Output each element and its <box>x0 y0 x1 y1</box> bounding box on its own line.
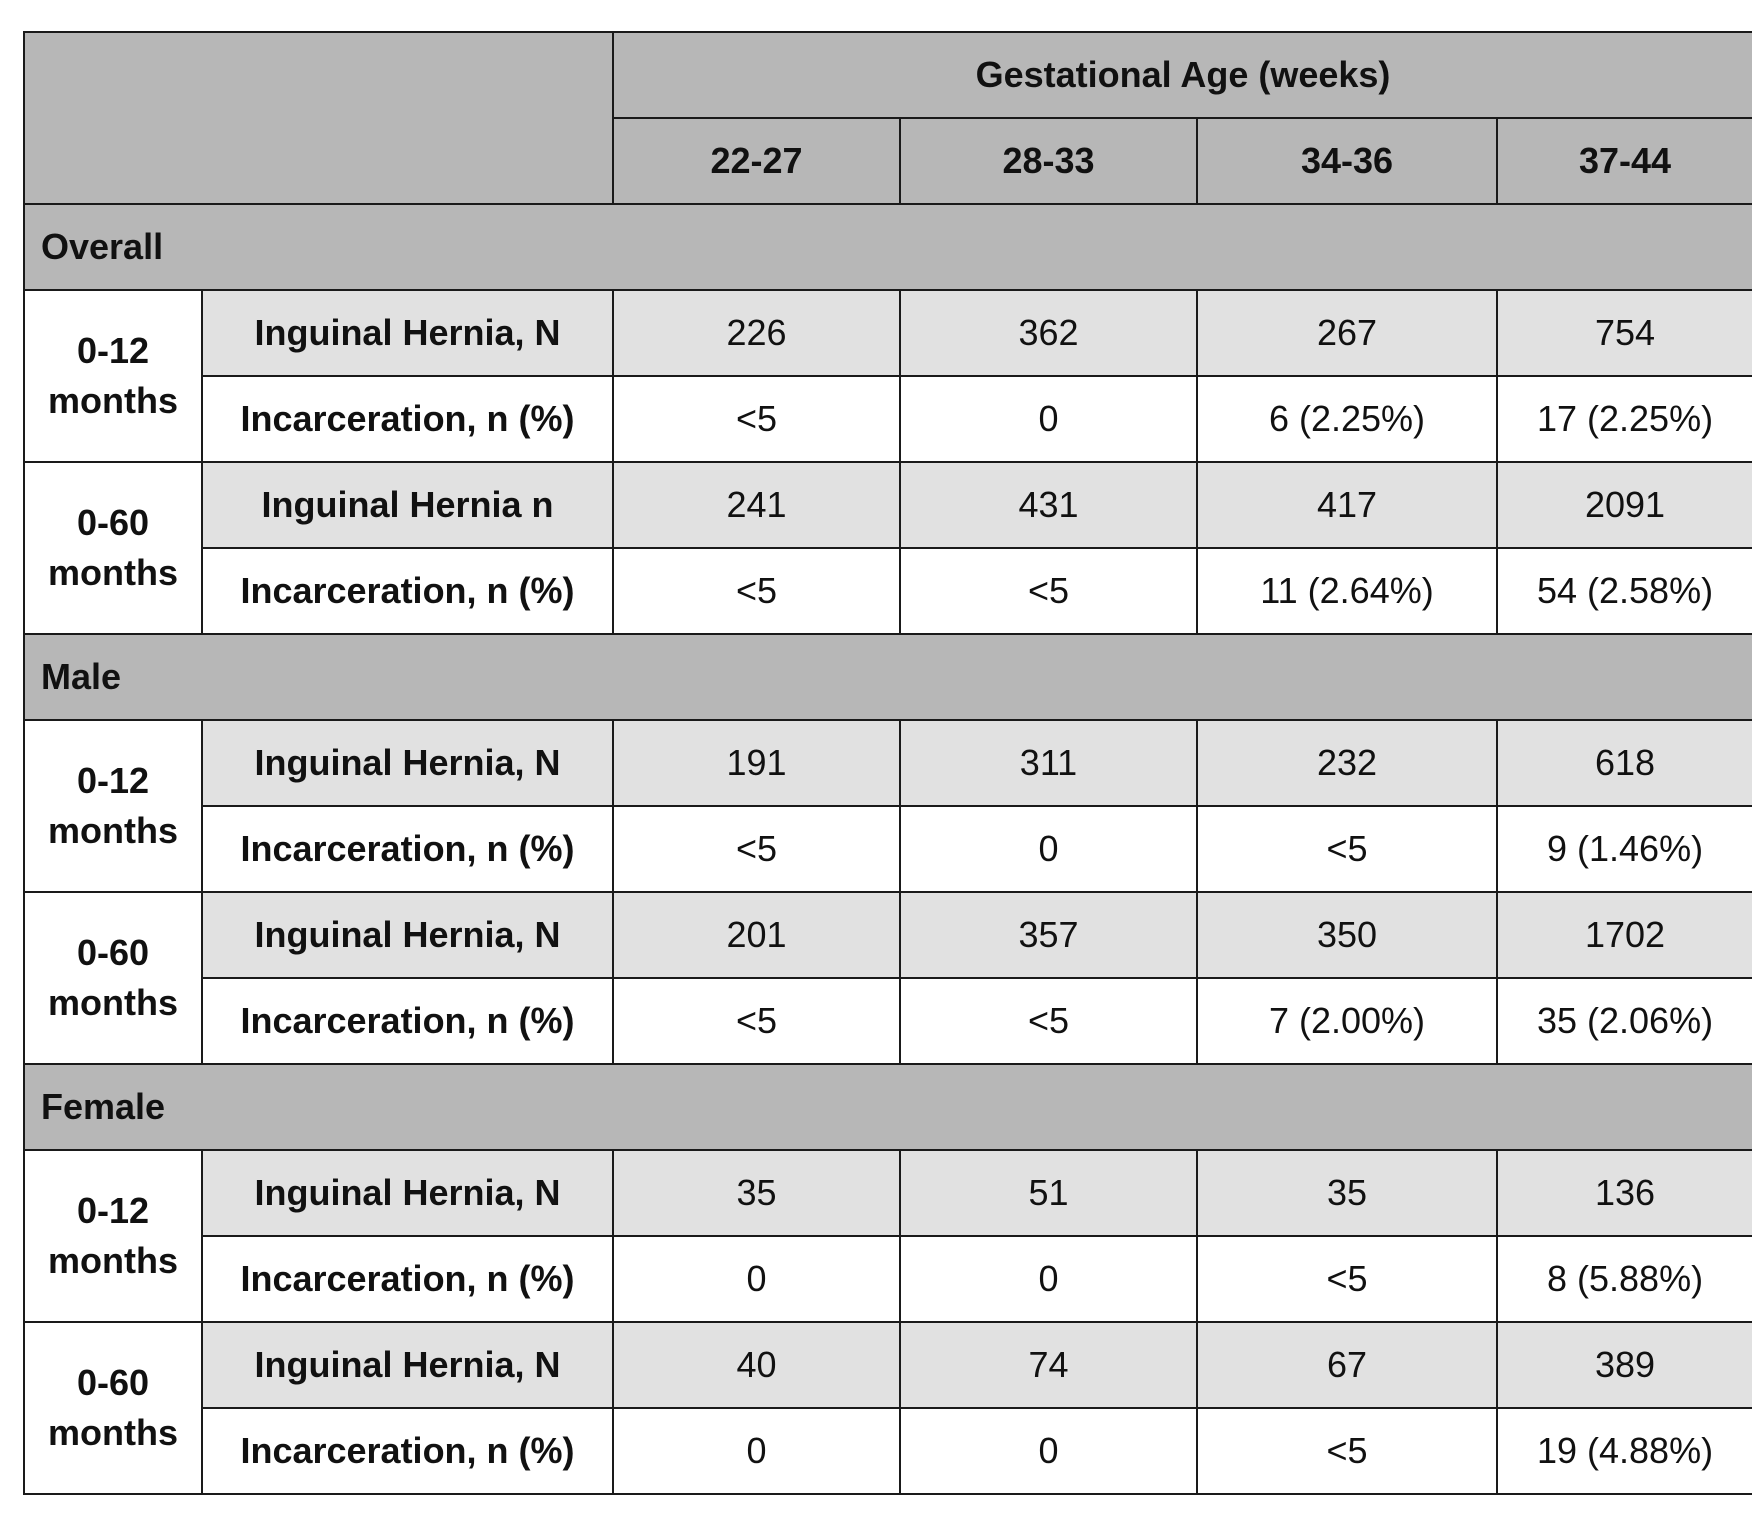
data-cell: 6 (2.25%) <box>1197 376 1497 462</box>
table-row <box>24 1236 1752 1322</box>
table-row <box>24 548 1752 634</box>
data-cell: <5 <box>613 978 900 1064</box>
section-row <box>24 204 1752 290</box>
period-label: 0-12 months <box>24 1150 202 1322</box>
period-label: 0-12 months <box>24 720 202 892</box>
data-cell: 362 <box>900 290 1197 376</box>
row-label: Inguinal Hernia, N <box>202 1322 613 1408</box>
table-row <box>24 1150 1752 1236</box>
data-cell: <5 <box>613 806 900 892</box>
period-label: 0-60 months <box>24 1322 202 1494</box>
section-row <box>24 1064 1752 1150</box>
data-cell: 0 <box>613 1236 900 1322</box>
data-cell: <5 <box>900 548 1197 634</box>
table-row <box>24 892 1752 978</box>
row-label: Incarceration, n (%) <box>202 376 613 462</box>
data-cell: 9 (1.46%) <box>1497 806 1752 892</box>
data-cell: 350 <box>1197 892 1497 978</box>
row-label: Incarceration, n (%) <box>202 978 613 1064</box>
data-cell: 0 <box>900 1236 1197 1322</box>
data-cell: 226 <box>613 290 900 376</box>
data-cell: 136 <box>1497 1150 1752 1236</box>
section-label: Overall <box>24 204 1752 290</box>
data-cell: <5 <box>900 978 1197 1064</box>
data-cell: 389 <box>1497 1322 1752 1408</box>
table-row <box>24 1322 1752 1408</box>
data-cell: <5 <box>1197 1408 1497 1494</box>
table-row <box>24 462 1752 548</box>
data-cell: 17 (2.25%) <box>1497 376 1752 462</box>
data-cell: 2091 <box>1497 462 1752 548</box>
data-cell: 201 <box>613 892 900 978</box>
header-corner <box>24 32 613 204</box>
row-label: Inguinal Hernia, N <box>202 720 613 806</box>
data-cell: 19 (4.88%) <box>1497 1408 1752 1494</box>
data-cell: 618 <box>1497 720 1752 806</box>
table-row <box>24 806 1752 892</box>
data-cell: 417 <box>1197 462 1497 548</box>
table-body <box>24 204 1752 1494</box>
row-label: Incarceration, n (%) <box>202 1236 613 1322</box>
data-cell: 51 <box>900 1150 1197 1236</box>
row-label: Incarceration, n (%) <box>202 806 613 892</box>
data-cell: 1702 <box>1497 892 1752 978</box>
column-header: 34-36 <box>1197 118 1497 204</box>
period-label: 0-12 months <box>24 290 202 462</box>
data-cell: 191 <box>613 720 900 806</box>
data-cell: <5 <box>1197 806 1497 892</box>
data-cell: 74 <box>900 1322 1197 1408</box>
data-cell: 67 <box>1197 1322 1497 1408</box>
data-cell: 35 <box>613 1150 900 1236</box>
data-cell: 311 <box>900 720 1197 806</box>
section-label: Female <box>24 1064 1752 1150</box>
section-row <box>24 634 1752 720</box>
row-label: Inguinal Hernia, N <box>202 290 613 376</box>
data-cell: 232 <box>1197 720 1497 806</box>
data-cell: 35 <box>1197 1150 1497 1236</box>
row-label: Inguinal Hernia n <box>202 462 613 548</box>
row-label: Incarceration, n (%) <box>202 548 613 634</box>
data-cell: 754 <box>1497 290 1752 376</box>
data-cell: 0 <box>900 376 1197 462</box>
row-label: Inguinal Hernia, N <box>202 1150 613 1236</box>
data-cell: <5 <box>613 548 900 634</box>
table-row <box>24 1408 1752 1494</box>
data-cell: 267 <box>1197 290 1497 376</box>
data-cell: 40 <box>613 1322 900 1408</box>
data-cell: 241 <box>613 462 900 548</box>
row-label: Inguinal Hernia, N <box>202 892 613 978</box>
data-cell: 11 (2.64%) <box>1197 548 1497 634</box>
table-row <box>24 290 1752 376</box>
table-row <box>24 720 1752 806</box>
column-header: 28-33 <box>900 118 1197 204</box>
data-cell: 0 <box>613 1408 900 1494</box>
data-cell: 8 (5.88%) <box>1497 1236 1752 1322</box>
column-header: 22-27 <box>613 118 900 204</box>
data-cell: <5 <box>613 376 900 462</box>
data-cell: 54 (2.58%) <box>1497 548 1752 634</box>
data-cell: 7 (2.00%) <box>1197 978 1497 1064</box>
period-label: 0-60 months <box>24 462 202 634</box>
data-cell: 0 <box>900 806 1197 892</box>
table-header <box>24 32 1752 204</box>
data-cell: 35 (2.06%) <box>1497 978 1752 1064</box>
table-row <box>24 376 1752 462</box>
data-cell: 431 <box>900 462 1197 548</box>
data-cell: 357 <box>900 892 1197 978</box>
column-header: 37-44 <box>1497 118 1752 204</box>
row-label: Incarceration, n (%) <box>202 1408 613 1494</box>
data-cell: 0 <box>900 1408 1197 1494</box>
table-row <box>24 978 1752 1064</box>
data-cell: <5 <box>1197 1236 1497 1322</box>
section-label: Male <box>24 634 1752 720</box>
hernia-table <box>23 31 1752 1495</box>
gestational-age-header: Gestational Age (weeks) <box>613 32 1752 118</box>
period-label: 0-60 months <box>24 892 202 1064</box>
